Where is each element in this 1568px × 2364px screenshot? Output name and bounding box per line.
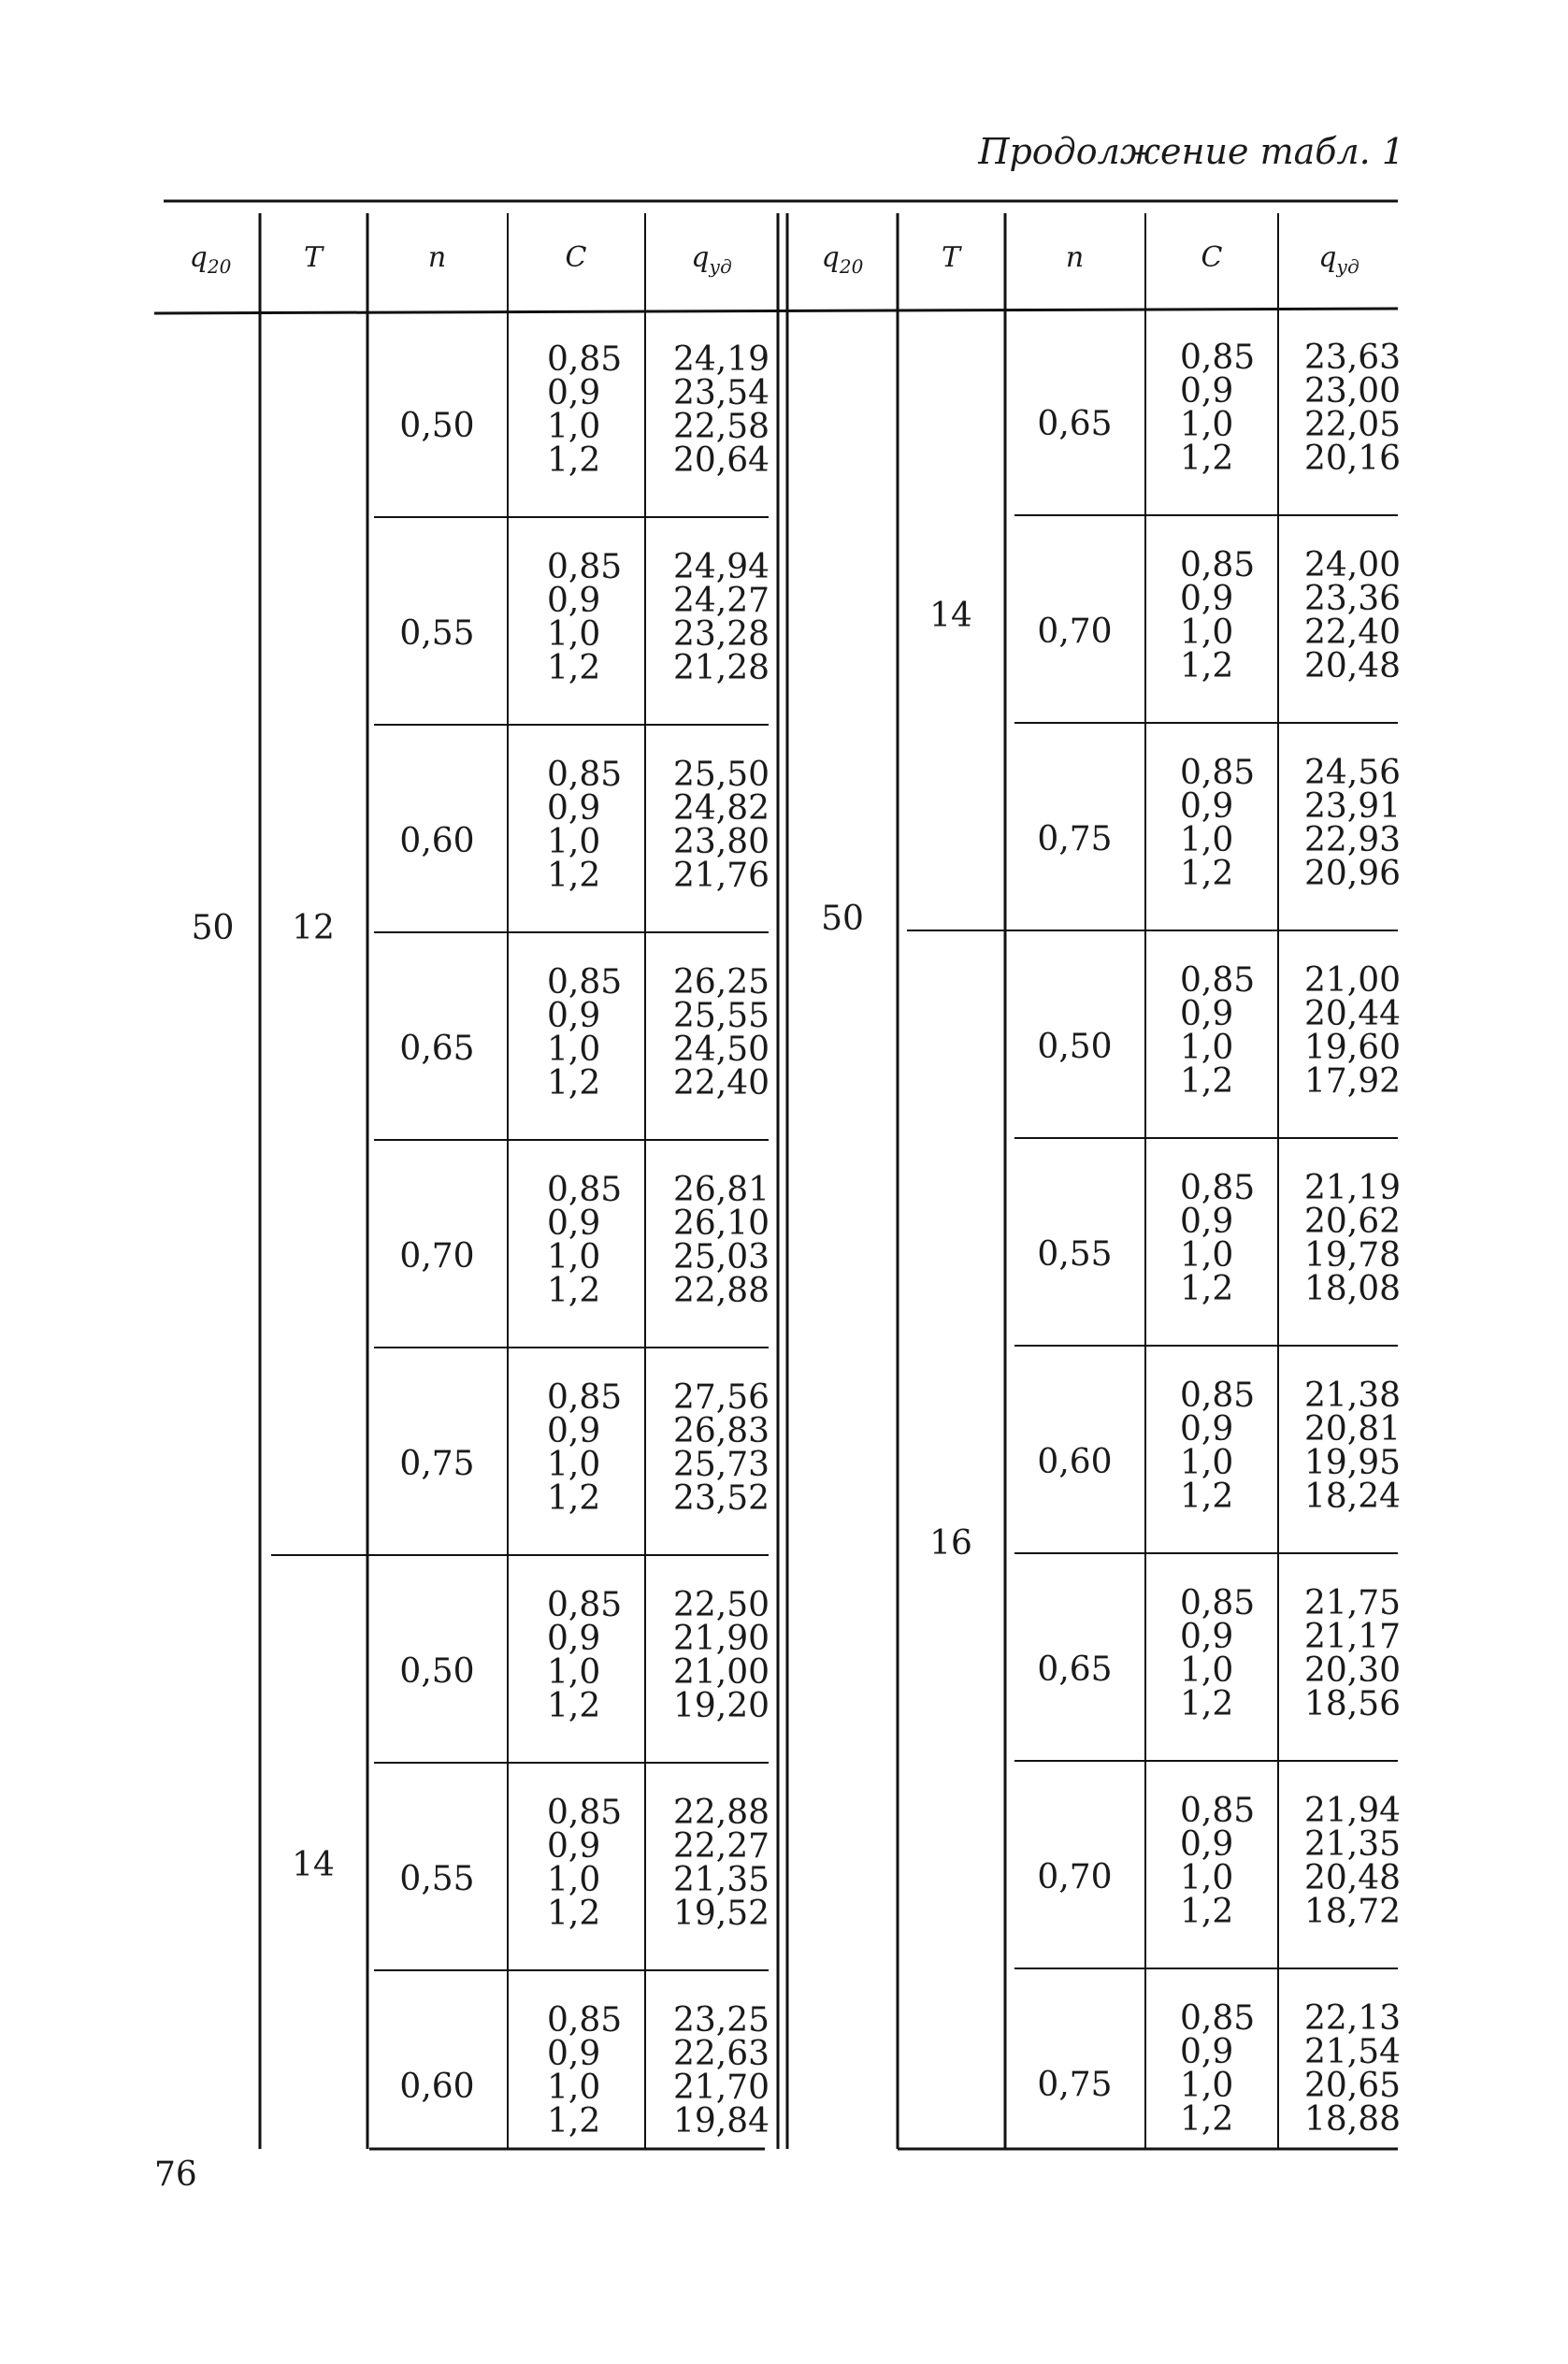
right-qud-value: 18,72	[1304, 1893, 1402, 1931]
right-C-value: 0,85	[1180, 961, 1256, 1000]
left-qud-value: 24,19	[673, 340, 770, 379]
left-n-value: 0,50	[399, 1652, 475, 1691]
right-C-value: 1,0	[1180, 613, 1234, 652]
right-C-value: 0,9	[1180, 2033, 1234, 2071]
right-qud-value: 22,93	[1304, 821, 1402, 859]
right-n-value: 0,65	[1037, 1650, 1113, 1689]
right-qud-value: 22,05	[1304, 406, 1402, 444]
left-qud-value: 21,90	[673, 1620, 770, 1658]
right-qud-value: 18,08	[1304, 1270, 1402, 1308]
right-C-value: 0,9	[1180, 787, 1234, 826]
left-C-value: 1,2	[547, 1895, 601, 1933]
left-qud-value: 19,20	[673, 1687, 770, 1725]
left-n-value: 0,55	[399, 1860, 475, 1898]
right-qud-value: 18,56	[1304, 1685, 1402, 1723]
right-C-value: 1,0	[1180, 821, 1234, 859]
header-T-right: T	[941, 241, 960, 274]
right-C-value: 0,85	[1180, 1792, 1256, 1830]
right-C-value: 1,0	[1180, 1859, 1234, 1897]
left-qud-value: 21,28	[673, 649, 770, 687]
header-qud-right: $q_{уд}$	[1318, 241, 1359, 278]
left-qud-value: 26,10	[673, 1204, 770, 1243]
left-C-value: 0,9	[547, 1412, 601, 1450]
left-C-value: 0,9	[547, 582, 601, 620]
left-qud-value: 21,70	[673, 2068, 770, 2107]
left-C-value: 0,9	[547, 789, 601, 828]
right-qud-value: 21,17	[1304, 1618, 1402, 1656]
left-C-value: 1,2	[547, 857, 601, 895]
right-n-value: 0,75	[1037, 820, 1113, 858]
left-qud-value: 24,82	[673, 789, 770, 828]
left-qud-value: 20,64	[673, 441, 770, 480]
right-qud-value: 20,16	[1304, 440, 1402, 478]
left-qud-value: 22,27	[673, 1827, 770, 1866]
right-C-value: 1,2	[1180, 1062, 1234, 1101]
table-caption: Продолжение табл. 1	[978, 131, 1404, 172]
right-qud-value: 21,38	[1304, 1377, 1402, 1415]
header-q20-right: $q_{20}$	[821, 241, 864, 278]
page-number: 76	[154, 2155, 197, 2194]
right-qud-value: 20,30	[1304, 1651, 1402, 1690]
left-qud-value: 23,52	[673, 1479, 770, 1518]
left-T-group-1: 14	[292, 1846, 335, 1884]
right-n-value: 0,75	[1037, 2066, 1113, 2104]
right-qud-value: 23,63	[1304, 339, 1402, 377]
right-qud-value: 20,96	[1304, 855, 1402, 893]
left-C-value: 1,0	[547, 823, 601, 861]
left-C-value: 0,85	[547, 1794, 623, 1832]
left-qud-value: 25,03	[673, 1238, 770, 1276]
left-qud-value: 21,00	[673, 1653, 770, 1692]
left-qud-value: 21,76	[673, 857, 770, 895]
right-qud-value: 19,60	[1304, 1029, 1402, 1067]
left-C-value: 0,85	[547, 1586, 623, 1624]
left-qud-value: 22,63	[673, 2035, 770, 2073]
header-T-left: T	[303, 241, 323, 274]
left-C-value: 0,9	[547, 2035, 601, 2073]
right-n-value: 0,55	[1037, 1235, 1113, 1274]
left-qud-value: 22,50	[673, 1586, 770, 1624]
header-q20-left: $q_{20}$	[189, 241, 232, 278]
right-qud-value: 24,00	[1304, 546, 1402, 584]
right-qud-value: 20,44	[1304, 995, 1402, 1033]
left-qud-value: 24,50	[673, 1031, 770, 1069]
right-qud-value: 21,75	[1304, 1584, 1402, 1622]
left-T-group-0: 12	[292, 909, 335, 947]
right-C-value: 1,2	[1180, 1478, 1234, 1516]
right-qud-value: 21,00	[1304, 961, 1402, 1000]
right-qud-value: 20,62	[1304, 1203, 1402, 1241]
left-C-value: 0,85	[547, 548, 623, 586]
left-n-value: 0,50	[399, 407, 475, 445]
left-qud-value: 21,35	[673, 1861, 770, 1899]
left-qud-value: 22,88	[673, 1272, 770, 1310]
right-n-value: 0,50	[1037, 1028, 1113, 1066]
right-qud-value: 21,19	[1304, 1169, 1402, 1207]
right-C-value: 0,85	[1180, 1584, 1256, 1622]
left-C-value: 0,85	[547, 1378, 623, 1417]
right-n-value: 0,70	[1037, 613, 1113, 651]
header-n-left: n	[427, 241, 447, 274]
left-q20-value: 50	[191, 909, 235, 947]
right-C-value: 0,9	[1180, 372, 1234, 411]
left-C-value: 1,0	[547, 408, 601, 446]
left-C-value: 1,0	[547, 1031, 601, 1069]
left-C-value: 0,85	[547, 340, 623, 379]
left-n-value: 0,60	[399, 822, 475, 860]
left-C-value: 1,2	[547, 441, 601, 480]
left-qud-value: 22,88	[673, 1794, 770, 1832]
right-C-value: 0,85	[1180, 546, 1256, 584]
right-q20-value: 50	[821, 900, 864, 938]
left-n-value: 0,60	[399, 2068, 475, 2106]
right-qud-value: 21,35	[1304, 1825, 1402, 1864]
right-C-value: 1,0	[1180, 406, 1234, 444]
left-qud-value: 25,55	[673, 997, 770, 1035]
right-C-value: 1,0	[1180, 1444, 1234, 1482]
left-C-value: 0,85	[547, 1171, 623, 1209]
left-qud-value: 26,81	[673, 1171, 770, 1209]
left-C-value: 1,2	[547, 649, 601, 687]
right-C-value: 1,2	[1180, 855, 1234, 893]
right-C-value: 0,9	[1180, 995, 1234, 1033]
left-C-value: 0,9	[547, 997, 601, 1035]
header-n-right: n	[1065, 241, 1085, 274]
header-qud-left: $q_{уд}$	[691, 241, 732, 278]
right-qud-value: 19,95	[1304, 1444, 1402, 1482]
left-C-value: 1,0	[547, 1238, 601, 1276]
right-qud-value: 19,78	[1304, 1236, 1402, 1275]
right-T-group-0: 14	[929, 597, 972, 635]
right-qud-value: 18,88	[1304, 2100, 1402, 2139]
left-C-value: 1,0	[547, 615, 601, 654]
left-C-value: 1,2	[547, 1479, 601, 1518]
right-qud-value: 17,92	[1304, 1062, 1402, 1101]
left-qud-value: 24,27	[673, 582, 770, 620]
right-C-value: 0,85	[1180, 1169, 1256, 1207]
right-qud-value: 23,00	[1304, 372, 1402, 411]
right-C-value: 1,2	[1180, 647, 1234, 685]
left-qud-value: 26,83	[673, 1412, 770, 1450]
left-C-value: 1,0	[547, 1446, 601, 1484]
left-n-value: 0,70	[399, 1237, 475, 1276]
right-C-value: 1,0	[1180, 1236, 1234, 1275]
right-n-value: 0,60	[1037, 1443, 1113, 1481]
left-qud-value: 27,56	[673, 1378, 770, 1417]
left-qud-value: 26,25	[673, 963, 770, 1002]
left-C-value: 1,2	[547, 2102, 601, 2141]
right-n-value: 0,70	[1037, 1858, 1113, 1896]
left-C-value: 0,9	[547, 1827, 601, 1866]
left-qud-value: 22,58	[673, 408, 770, 446]
right-C-value: 0,9	[1180, 1618, 1234, 1656]
left-qud-value: 23,54	[673, 374, 770, 412]
header-C-left: C	[565, 241, 587, 274]
left-C-value: 1,0	[547, 2068, 601, 2107]
right-qud-value: 18,24	[1304, 1478, 1402, 1516]
right-qud-value: 24,56	[1304, 754, 1402, 792]
right-C-value: 0,85	[1180, 1999, 1256, 2038]
right-C-value: 0,85	[1180, 339, 1256, 377]
left-C-value: 0,9	[547, 1204, 601, 1243]
right-C-value: 0,85	[1180, 754, 1256, 792]
left-C-value: 1,2	[547, 1272, 601, 1310]
right-C-value: 1,2	[1180, 2100, 1234, 2139]
left-C-value: 1,0	[547, 1861, 601, 1899]
left-qud-value: 23,80	[673, 823, 770, 861]
right-qud-value: 23,91	[1304, 787, 1402, 826]
right-C-value: 1,0	[1180, 1029, 1234, 1067]
right-C-value: 0,9	[1180, 1825, 1234, 1864]
left-C-value: 0,85	[547, 756, 623, 794]
left-qud-value: 25,73	[673, 1446, 770, 1484]
right-C-value: 1,2	[1180, 1685, 1234, 1723]
left-C-value: 1,2	[547, 1064, 601, 1103]
left-qud-value: 22,40	[673, 1064, 770, 1103]
right-C-value: 1,2	[1180, 440, 1234, 478]
right-C-value: 0,85	[1180, 1377, 1256, 1415]
right-qud-value: 20,81	[1304, 1410, 1402, 1449]
right-T-group-1: 16	[929, 1524, 972, 1563]
right-qud-value: 21,54	[1304, 2033, 1402, 2071]
left-C-value: 0,9	[547, 1620, 601, 1658]
right-C-value: 0,9	[1180, 1410, 1234, 1449]
left-n-value: 0,55	[399, 614, 475, 653]
right-qud-value: 22,13	[1304, 1999, 1402, 2038]
right-qud-value: 20,65	[1304, 2067, 1402, 2105]
left-n-value: 0,75	[399, 1445, 475, 1483]
right-qud-value: 23,36	[1304, 580, 1402, 618]
left-C-value: 0,85	[547, 963, 623, 1002]
left-qud-value: 24,94	[673, 548, 770, 586]
left-qud-value: 19,52	[673, 1895, 770, 1933]
right-n-value: 0,65	[1037, 405, 1113, 443]
left-n-value: 0,65	[399, 1030, 475, 1068]
right-C-value: 0,9	[1180, 580, 1234, 618]
right-qud-value: 20,48	[1304, 1859, 1402, 1897]
right-C-value: 1,0	[1180, 1651, 1234, 1690]
left-qud-value: 25,50	[673, 756, 770, 794]
left-qud-value: 19,84	[673, 2102, 770, 2141]
right-qud-value: 20,48	[1304, 647, 1402, 685]
left-qud-value: 23,25	[673, 2001, 770, 2040]
left-C-value: 0,9	[547, 374, 601, 412]
right-C-value: 1,2	[1180, 1893, 1234, 1931]
left-C-value: 0,85	[547, 2001, 623, 2040]
right-C-value: 1,0	[1180, 2067, 1234, 2105]
left-qud-value: 23,28	[673, 615, 770, 654]
right-C-value: 1,2	[1180, 1270, 1234, 1308]
left-C-value: 1,2	[547, 1687, 601, 1725]
right-C-value: 0,9	[1180, 1203, 1234, 1241]
right-qud-value: 21,94	[1304, 1792, 1402, 1830]
header-C-right: C	[1201, 241, 1223, 274]
left-C-value: 1,0	[547, 1653, 601, 1692]
right-qud-value: 22,40	[1304, 613, 1402, 652]
